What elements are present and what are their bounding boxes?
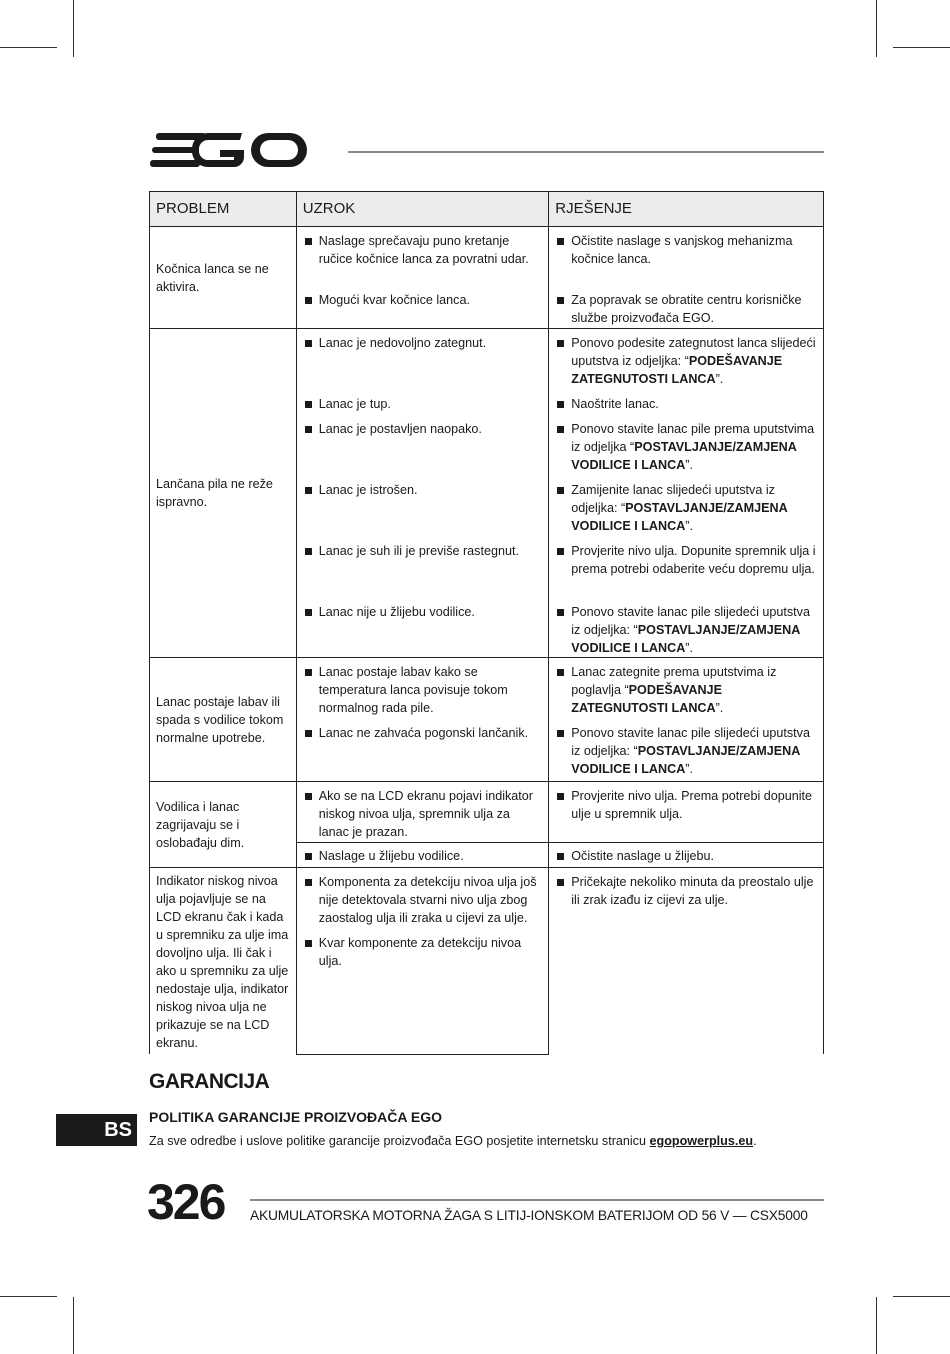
solution-text: Za popravak se obratite centru korisničke službe proizvođača EGO. <box>571 293 802 325</box>
bullet-icon <box>305 426 312 433</box>
ego-logo <box>150 130 330 170</box>
bullet-icon <box>557 730 564 737</box>
bullet-icon <box>557 853 564 860</box>
cause-text: Lanac je suh ili je previše rastegnut. <box>318 544 519 558</box>
cause-text: Lanac je istrošen. <box>318 483 418 497</box>
bullet-icon <box>557 669 564 676</box>
cause-text: Kvar komponente za detekciju nivoa ulja. <box>318 936 522 968</box>
solution-text: Pričekajte nekoliko minuta da preostalo ulje ili zrak izađu iz cijevi za ulje. <box>571 875 814 907</box>
cause-text: Lanac postaje labav kako se temperatura lanca povisuje tokom normalnog rada pile. <box>318 665 508 715</box>
troubleshooting-table <box>149 191 824 1055</box>
header-problem: PROBLEM <box>150 192 297 227</box>
warranty-link[interactable]: egopowerplus.eu <box>649 1134 754 1148</box>
cause-text: Komponenta za detekciju nivoa ulja još nije detektovala stvarni nivo ulja zbog zaostalog ulja ili zraka u cijevi za ulje. <box>318 875 537 925</box>
table-row <box>150 782 824 843</box>
table-row <box>150 658 824 720</box>
solution-text: Očistite naslage s vanjskog mehanizma kočnice lanca. <box>571 234 793 266</box>
bullet-icon <box>305 340 312 347</box>
header-rule <box>348 151 824 153</box>
bullet-icon <box>305 548 312 555</box>
problem-cell: Lanac postaje labav ili spada s vodilice tokom normalne upotrebe. <box>150 658 297 782</box>
warranty-heading: GARANCIJA <box>149 1070 270 1093</box>
warranty-subheading: POLITIKA GARANCIJE PROIZVOĐAČA EGO <box>149 1109 442 1125</box>
header-solution: RJEŠENJE <box>549 192 824 227</box>
bullet-icon <box>305 238 312 245</box>
bullet-icon <box>305 730 312 737</box>
solution-text: Ponovo podesite zategnutost lanca slijedeći uputstva iz odjeljka: “PODEŠAVANJE ZATEGNUTOSTI LANCA”. <box>571 336 816 386</box>
bullet-icon <box>557 879 564 886</box>
crop-mark <box>0 1296 57 1297</box>
problem-cell: Lančana pila ne reže ispravno. <box>150 329 297 658</box>
cause-text: Naslage sprečavaju puno kretanje ručice kočnice lanca za povratni udar. <box>318 234 529 266</box>
problem-cell: Indikator niskog nivoa ulja pojavljuje se na LCD ekranu čak i kada u spremniku za ulje ima dovoljno ulja. Ili čak i ako u spremniku za ulje nedostaje ulja, indikator niskog nivoa ulja ne prikazuje se na LCD ekranu. <box>150 868 297 1055</box>
table-header-row <box>150 192 824 227</box>
footer-rule <box>250 1199 824 1201</box>
bullet-icon <box>305 297 312 304</box>
cause-text: Lanac ne zahvaća pogonski lančanik. <box>318 726 529 740</box>
solution-text: Provjerite nivo ulja. Prema potrebi dopunite ulje u spremnik ulja. <box>571 789 813 821</box>
bullet-icon <box>557 548 564 555</box>
crop-mark <box>73 1297 74 1354</box>
cause-text: Lanac je postavljen naopako. <box>318 422 482 436</box>
cause-text: Lanac je nedovoljno zategnut. <box>318 336 487 350</box>
problem-cell: Vodilica i lanac zagrijavaju se i oslobađaju dim. <box>150 782 297 868</box>
bullet-icon <box>305 669 312 676</box>
header-cause: UZROK <box>296 192 548 227</box>
solution-text: Provjerite nivo ulja. Dopunite spremnik ulja i prema potrebi odaberite veću dopremu ulja. <box>571 544 816 576</box>
bullet-icon <box>305 609 312 616</box>
problem-cell: Kočnica lanca se ne aktivira. <box>150 227 297 329</box>
solution-text: Ponovo stavite lanac pile prema uputstvima iz odjeljka “POSTAVLJANJE/ZAMJENA VODILICE I LANCA”. <box>571 422 815 472</box>
solution-text: Naoštrite lanac. <box>571 397 659 411</box>
crop-mark <box>73 0 74 57</box>
language-tab: BS <box>56 1114 137 1146</box>
crop-mark <box>876 1297 877 1354</box>
warranty-text: Za sve odredbe i uslove politike garancije proizvođača EGO posjetite internetsku stranicu egopowerplus.eu. <box>149 1134 757 1148</box>
bullet-icon <box>557 793 564 800</box>
bullet-icon <box>305 879 312 886</box>
footer-product-title: AKUMULATORSKA MOTORNA ŽAGA S LITIJ-IONSKOM BATERIJOM OD 56 V — CSX5000 <box>250 1208 808 1223</box>
crop-mark <box>876 0 877 57</box>
cause-text: Mogući kvar kočnice lanca. <box>318 293 470 307</box>
cause-text: Naslage u žlijebu vodilice. <box>318 849 464 863</box>
bullet-icon <box>305 853 312 860</box>
solution-text: Zamijenite lanac slijedeći uputstva iz odjeljka: “POSTAVLJANJE/ZAMJENA VODILICE I LANCA”. <box>571 483 788 533</box>
table-row <box>150 868 824 930</box>
bullet-icon <box>557 297 564 304</box>
solution-text: Lanac zategnite prema uputstvima iz poglavlja “PODEŠAVANJE ZATEGNUTOSTI LANCA”. <box>571 665 777 715</box>
bullet-icon <box>557 340 564 347</box>
bullet-icon <box>305 401 312 408</box>
bullet-icon <box>557 238 564 245</box>
bullet-icon <box>557 426 564 433</box>
crop-mark <box>893 47 950 48</box>
crop-mark <box>0 47 57 48</box>
cause-text: Lanac je tup. <box>318 397 391 411</box>
solution-text: Očistite naslage u žlijebu. <box>571 849 715 863</box>
bullet-icon <box>305 793 312 800</box>
solution-text: Ponovo stavite lanac pile slijedeći uputstva iz odjeljka: “POSTAVLJANJE/ZAMJENA VODILICE I LANCA”. <box>571 726 810 776</box>
table-row <box>150 329 824 391</box>
bullet-icon <box>557 609 564 616</box>
cause-text: Ako se na LCD ekranu pojavi indikator niskog nivoa ulja, spremnik ulja za lanac je prazan. <box>318 789 533 839</box>
table-row <box>150 227 824 287</box>
bullet-icon <box>305 487 312 494</box>
solution-text: Ponovo stavite lanac pile slijedeći uputstva iz odjeljka: “POSTAVLJANJE/ZAMJENA VODILICE I LANCA”. <box>571 605 810 655</box>
bullet-icon <box>557 401 564 408</box>
cause-text: Lanac nije u žlijebu vodilice. <box>318 605 475 619</box>
bullet-icon <box>557 487 564 494</box>
crop-mark <box>893 1296 950 1297</box>
page-number: 326 <box>147 1174 225 1230</box>
bullet-icon <box>305 940 312 947</box>
